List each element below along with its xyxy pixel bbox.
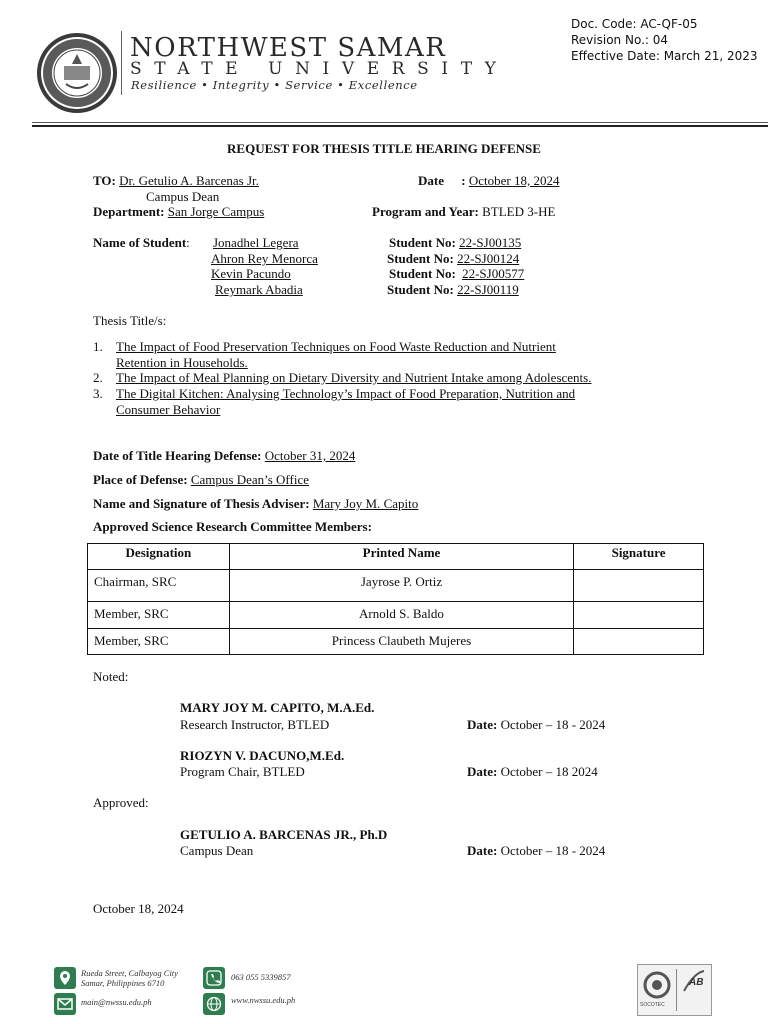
- col-header-signature: Signature: [574, 544, 704, 570]
- designation-cell: Chairman, SRC: [88, 570, 230, 602]
- place-value: Campus Dean’s Office: [190, 472, 310, 487]
- signature-cell[interactable]: [574, 602, 704, 629]
- email-link[interactable]: main@nwssu.edu.ph: [81, 997, 152, 1007]
- phone-icon: [203, 967, 225, 989]
- defense-date-value: October 31, 2024: [264, 448, 356, 463]
- program-row: [372, 204, 555, 220]
- globe-icon: [203, 993, 225, 1015]
- date-colon: :: [461, 173, 466, 188]
- col-header-printed-name: Printed Name: [229, 544, 573, 570]
- signatory-date: October – 18 - 2024: [500, 717, 606, 732]
- thesis-title-line: The Impact of Food Preservation Techniques on Food Waste Reduction and Nutrient: [116, 339, 556, 354]
- adviser-label: Name and Signature of Thesis Adviser:: [93, 496, 310, 511]
- location-pin-icon: [54, 967, 76, 989]
- printed-name-cell: Princess Claubeth Mujeres: [229, 629, 573, 655]
- table-row: [88, 629, 704, 655]
- signatory-date-row: [467, 717, 605, 733]
- table-header-row: [88, 544, 704, 570]
- to-row: [93, 173, 259, 189]
- student-no-label: Student No:: [387, 282, 454, 297]
- student-no-row: [389, 235, 521, 251]
- student-no-label: Student No:: [389, 266, 456, 281]
- defense-date-label: Date of Title Hearing Defense:: [93, 448, 262, 463]
- university-subtitle: STATE UNIVERSITY: [130, 59, 509, 79]
- signatory-date-label: Date:: [467, 843, 498, 858]
- designation-cell: Member, SRC: [88, 629, 230, 655]
- university-motto: Resilience • Integrity • Service • Excellence: [131, 78, 418, 92]
- noted-label: Noted:: [93, 669, 129, 684]
- student-no-label: Student No:: [387, 251, 454, 266]
- student-name: Ahron Rey Menorca: [211, 251, 318, 266]
- date-value: October 18, 2024: [468, 173, 560, 188]
- website-link[interactable]: www.nwssu.edu.ph: [231, 995, 296, 1005]
- student-no-row: [389, 266, 524, 282]
- adviser-value: Mary Joy M. Capito: [312, 496, 419, 511]
- form-title: REQUEST FOR THESIS TITLE HEARING DEFENSE: [227, 141, 541, 156]
- thesis-title-line: Consumer Behavior: [116, 402, 221, 417]
- socotec-logo-icon: [642, 970, 672, 1000]
- signatory-name: RIOZYN V. DACUNO,M.Ed.: [180, 748, 345, 763]
- col-header-designation: Designation: [88, 544, 230, 570]
- program-label: Program and Year:: [372, 204, 479, 219]
- signatory-role: Campus Dean: [180, 843, 254, 858]
- signatory-date-label: Date:: [467, 717, 498, 732]
- phone-number: 063 055 5339857: [231, 972, 291, 982]
- mail-icon: [54, 993, 76, 1015]
- signatory-date-row: [467, 764, 598, 780]
- committee-label: Approved Science Research Committee Members:: [93, 519, 372, 534]
- effective-date: Effective Date: March 21, 2023: [571, 49, 758, 63]
- student-no-row: [387, 251, 519, 267]
- date-label: Date: [418, 173, 444, 188]
- closing-date: October 18, 2024: [93, 901, 184, 916]
- signatory-date: October – 18 - 2024: [500, 843, 606, 858]
- to-position: Campus Dean: [146, 189, 220, 204]
- student-label: Name of Student: [93, 235, 187, 250]
- header-rule-thick: [32, 125, 768, 127]
- to-label: TO:: [93, 173, 116, 188]
- printed-name-cell: Jayrose P. Ortiz: [229, 570, 573, 602]
- revision-no: Revision No.: 04: [571, 33, 669, 47]
- student-no: 22-SJ00135: [459, 235, 522, 250]
- university-seal-logo: [36, 32, 118, 114]
- signature-cell[interactable]: [574, 629, 704, 655]
- signatory-date: October – 18 2024: [500, 764, 598, 779]
- university-name: NORTHWEST SAMAR: [130, 33, 447, 63]
- cert-ab-label: AB: [689, 977, 704, 988]
- signatory-date-row: [467, 843, 605, 859]
- thesis-number: 3.: [93, 386, 103, 401]
- address-line-2: Samar, Philippines 6710: [81, 978, 165, 988]
- address-line-1: Rueda Street, Calbayog City: [81, 968, 178, 978]
- thesis-number: 2.: [93, 370, 103, 385]
- designation-cell: Member, SRC: [88, 602, 230, 629]
- header-divider: [121, 31, 122, 95]
- signatory-name: MARY JOY M. CAPITO, M.A.Ed.: [180, 700, 375, 715]
- student-no: 22-SJ00577: [462, 266, 525, 281]
- signatory-role: Program Chair, BTLED: [180, 764, 305, 779]
- adviser-row: [93, 496, 418, 512]
- student-no-label: Student No:: [389, 235, 456, 250]
- to-value: Dr. Getulio A. Barcenas Jr.: [119, 173, 259, 188]
- place-row: [93, 472, 309, 488]
- thesis-title-line: The Impact of Meal Planning on Dietary Diversity and Nutrient Intake among Adolescents.: [116, 370, 592, 385]
- thesis-title-line: The Digital Kitchen: Analysing Technology’s Impact of Food Preparation, Nutrition and: [116, 386, 576, 401]
- department-row: [93, 204, 264, 220]
- student-no-row: [387, 282, 519, 298]
- program-value: BTLED 3-HE: [482, 204, 556, 219]
- signatory-role: Research Instructor, BTLED: [180, 717, 330, 732]
- student-name: Kevin Pacundo: [211, 266, 291, 281]
- approved-label: Approved:: [93, 795, 149, 810]
- place-label: Place of Defense:: [93, 472, 188, 487]
- department-label: Department:: [93, 204, 165, 219]
- signatory-name: GETULIO A. BARCENAS JR., Ph.D: [180, 827, 388, 842]
- signature-cell[interactable]: [574, 570, 704, 602]
- table-row: [88, 602, 704, 629]
- printed-name-cell: Arnold S. Baldo: [229, 602, 573, 629]
- date-row: [418, 173, 559, 189]
- committee-table: [87, 543, 704, 655]
- student-no: 22-SJ00124: [457, 251, 520, 266]
- student-name: Reymark Abadia: [215, 282, 303, 297]
- cert-socotec-label: SOCOTEC: [640, 1002, 665, 1008]
- student-label-row: Name of Student:: [93, 235, 190, 250]
- department-value: San Jorge Campus: [167, 204, 265, 219]
- thesis-label: Thesis Title/s:: [93, 313, 167, 328]
- defense-date-row: [93, 448, 355, 464]
- student-name: Jonadhel Legera: [213, 235, 299, 250]
- doc-code: Doc. Code: AC-QF-05: [571, 17, 698, 31]
- certification-badge: [637, 964, 712, 1016]
- thesis-number: 1.: [93, 339, 103, 354]
- student-no: 22-SJ00119: [457, 282, 519, 297]
- header-rule: [32, 122, 768, 123]
- thesis-title-line: Retention in Households.: [116, 355, 248, 370]
- signatory-date-label: Date:: [467, 764, 498, 779]
- table-row: [88, 570, 704, 602]
